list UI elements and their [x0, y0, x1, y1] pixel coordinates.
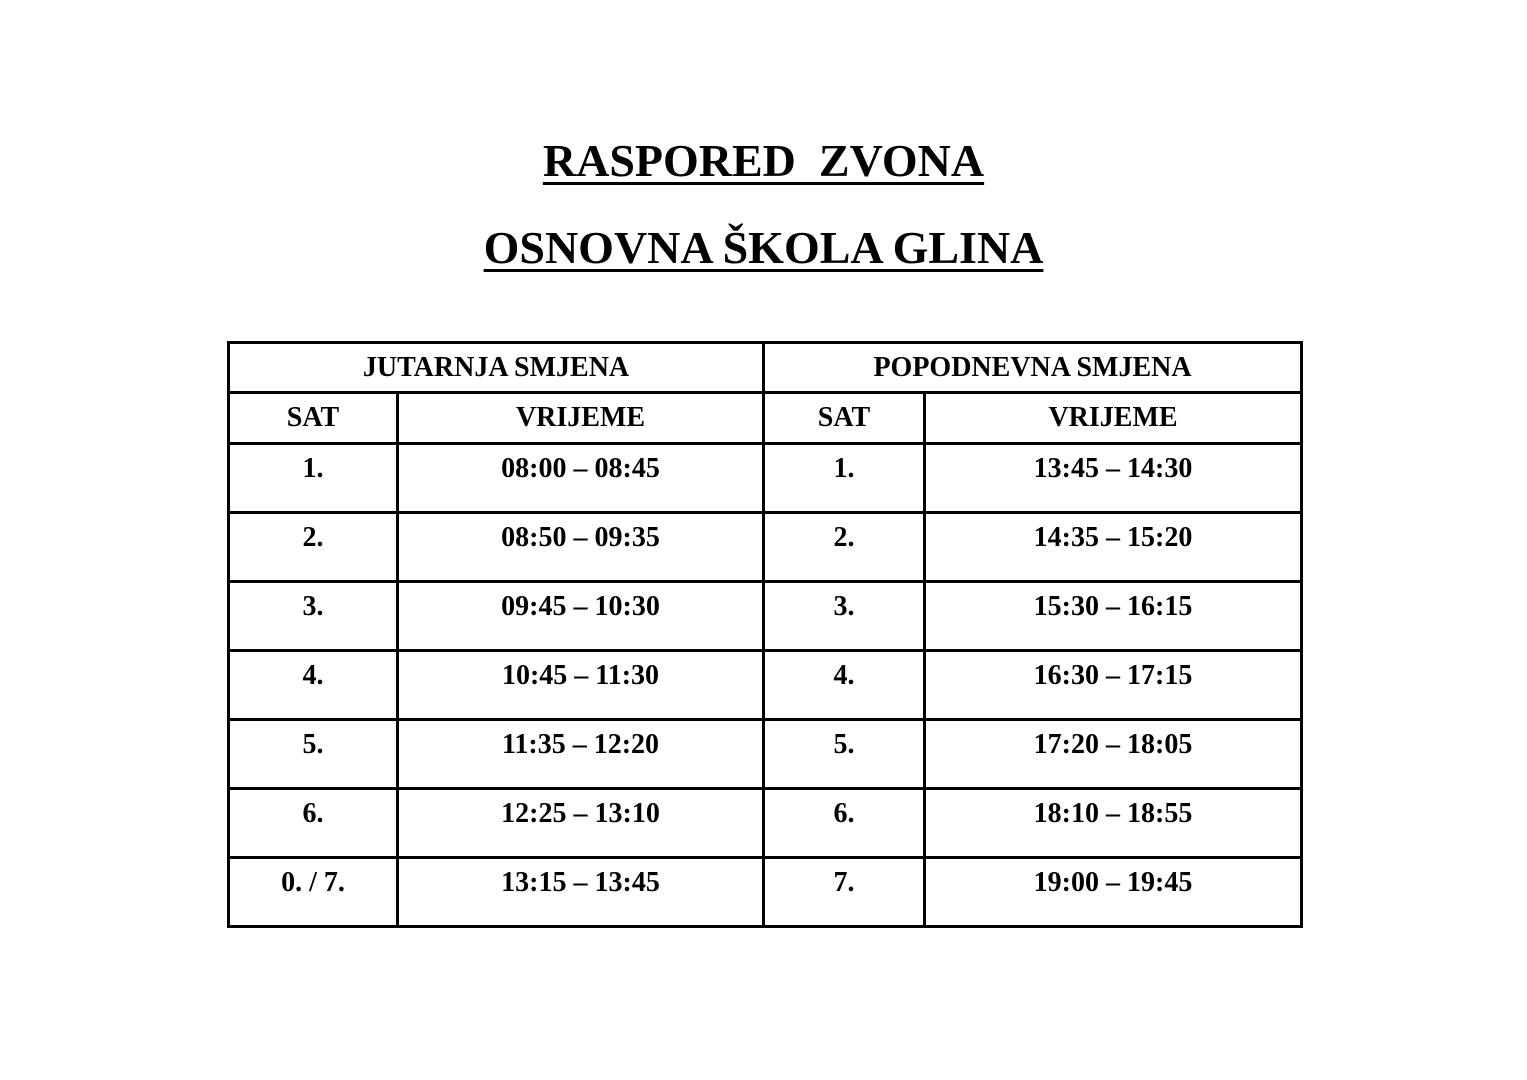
morning-sat-cell: 3. [229, 582, 398, 651]
afternoon-sat-header: SAT [764, 393, 925, 444]
table-row [229, 720, 1302, 789]
morning-sat-header: SAT [229, 393, 398, 444]
table-row [229, 651, 1302, 720]
morning-sat-cell: 1. [229, 444, 398, 513]
afternoon-sat-cell: 7. [764, 858, 925, 927]
morning-shift-header: JUTARNJA SMJENA [229, 343, 764, 393]
morning-time-cell: 11:35 – 12:20 [398, 720, 764, 789]
table-row [229, 513, 1302, 582]
morning-sat-cell: 4. [229, 651, 398, 720]
afternoon-sat-cell: 2. [764, 513, 925, 582]
school-name [0, 222, 1527, 273]
table-row [229, 858, 1302, 927]
afternoon-time-cell: 13:45 – 14:30 [925, 444, 1302, 513]
afternoon-sat-cell: 3. [764, 582, 925, 651]
shift-header-row [229, 343, 1302, 393]
afternoon-shift-header: POPODNEVNA SMJENA [764, 343, 1302, 393]
morning-time-cell: 12:25 – 13:10 [398, 789, 764, 858]
afternoon-sat-cell: 5. [764, 720, 925, 789]
afternoon-time-cell: 19:00 – 19:45 [925, 858, 1302, 927]
column-header-row [229, 393, 1302, 444]
morning-time-cell: 08:50 – 09:35 [398, 513, 764, 582]
morning-time-cell: 13:15 – 13:45 [398, 858, 764, 927]
school-name-text: OSNOVNA ŠKOLA GLINA [483, 222, 1044, 273]
morning-time-header: VRIJEME [398, 393, 764, 444]
morning-sat-cell: 5. [229, 720, 398, 789]
afternoon-sat-cell: 4. [764, 651, 925, 720]
page-title [0, 135, 1527, 186]
morning-sat-cell: 6. [229, 789, 398, 858]
afternoon-time-cell: 14:35 – 15:20 [925, 513, 1302, 582]
morning-sat-cell: 0. / 7. [229, 858, 398, 927]
morning-time-cell: 10:45 – 11:30 [398, 651, 764, 720]
page-title-text: RASPORED ZVONA [542, 135, 985, 186]
table-row [229, 582, 1302, 651]
morning-time-cell: 09:45 – 10:30 [398, 582, 764, 651]
afternoon-time-cell: 16:30 – 17:15 [925, 651, 1302, 720]
morning-time-cell: 08:00 – 08:45 [398, 444, 764, 513]
afternoon-sat-cell: 6. [764, 789, 925, 858]
morning-sat-cell: 2. [229, 513, 398, 582]
afternoon-time-cell: 15:30 – 16:15 [925, 582, 1302, 651]
table-row [229, 444, 1302, 513]
afternoon-time-cell: 18:10 – 18:55 [925, 789, 1302, 858]
afternoon-time-header: VRIJEME [925, 393, 1302, 444]
bell-schedule-table [227, 341, 1303, 928]
afternoon-time-cell: 17:20 – 18:05 [925, 720, 1302, 789]
afternoon-sat-cell: 1. [764, 444, 925, 513]
table-row [229, 789, 1302, 858]
